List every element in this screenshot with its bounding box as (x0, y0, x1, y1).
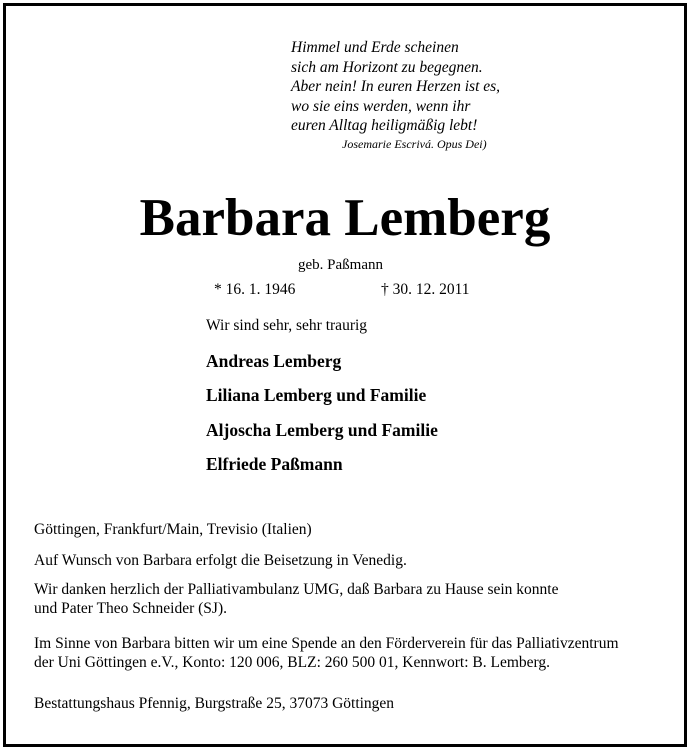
places-text: Göttingen, Frankfurt/Main, Trevisio (Italien) (34, 521, 312, 538)
mourner-name: Aljoscha Lemberg und Familie (206, 419, 438, 440)
thanks-line: und Pater Theo Schneider (SJ). (34, 600, 227, 617)
places-line (34, 520, 312, 539)
burial-note (34, 551, 407, 570)
poem-line: Himmel und Erde scheinen (291, 39, 459, 56)
poem (291, 38, 500, 136)
mourners-list (206, 349, 438, 486)
poem-author: Josemarie Escrivá. Opus Dei) (342, 137, 487, 151)
poem-line: Aber nein! In euren Herzen ist es, (291, 78, 501, 96)
mourner-name: Elfriede Paßmann (206, 453, 343, 474)
donation-line: der Uni Göttingen e.V., Konto: 120 006, BLZ: 260 500 01, Kennwort: B. Lemberg. (34, 654, 551, 671)
poem-line: euren Alltag heiligmäßig lebt! (291, 117, 478, 135)
funeral-home (34, 694, 394, 713)
poem-line: wo sie eins werden, wenn ihr (291, 97, 471, 115)
burial-note-text: Auf Wunsch von Barbara erfolgt die Beisetzung in Venedig. (34, 552, 407, 569)
donation-paragraph (34, 634, 619, 672)
thanks-paragraph (34, 580, 558, 618)
donation-line: Im Sinne von Barbara bitten wir um eine Spende an den Förderverein für das Palliativzentrum (34, 635, 619, 652)
mourning-text: Wir sind sehr, sehr traurig (206, 317, 368, 334)
deceased-name: Barbara Lemberg (139, 189, 551, 247)
mourner-name: Andreas Lemberg (206, 351, 342, 371)
death-date: † 30. 12. 2011 (381, 281, 470, 298)
maiden-name: geb. Paßmann (298, 257, 383, 273)
mourner-name: Liliana Lemberg und Familie (206, 385, 427, 406)
thanks-line: Wir danken herzlich der Palliativambulanz UMG, daß Barbara zu Hause sein konnte (34, 581, 559, 598)
poem-line: sich am Horizont zu begegnen. (291, 58, 483, 76)
funeral-home-text: Bestattungshaus Pfennig, Burgstraße 25, 37073 Göttingen (34, 695, 395, 712)
birth-date: * 16. 1. 1946 (214, 281, 296, 298)
